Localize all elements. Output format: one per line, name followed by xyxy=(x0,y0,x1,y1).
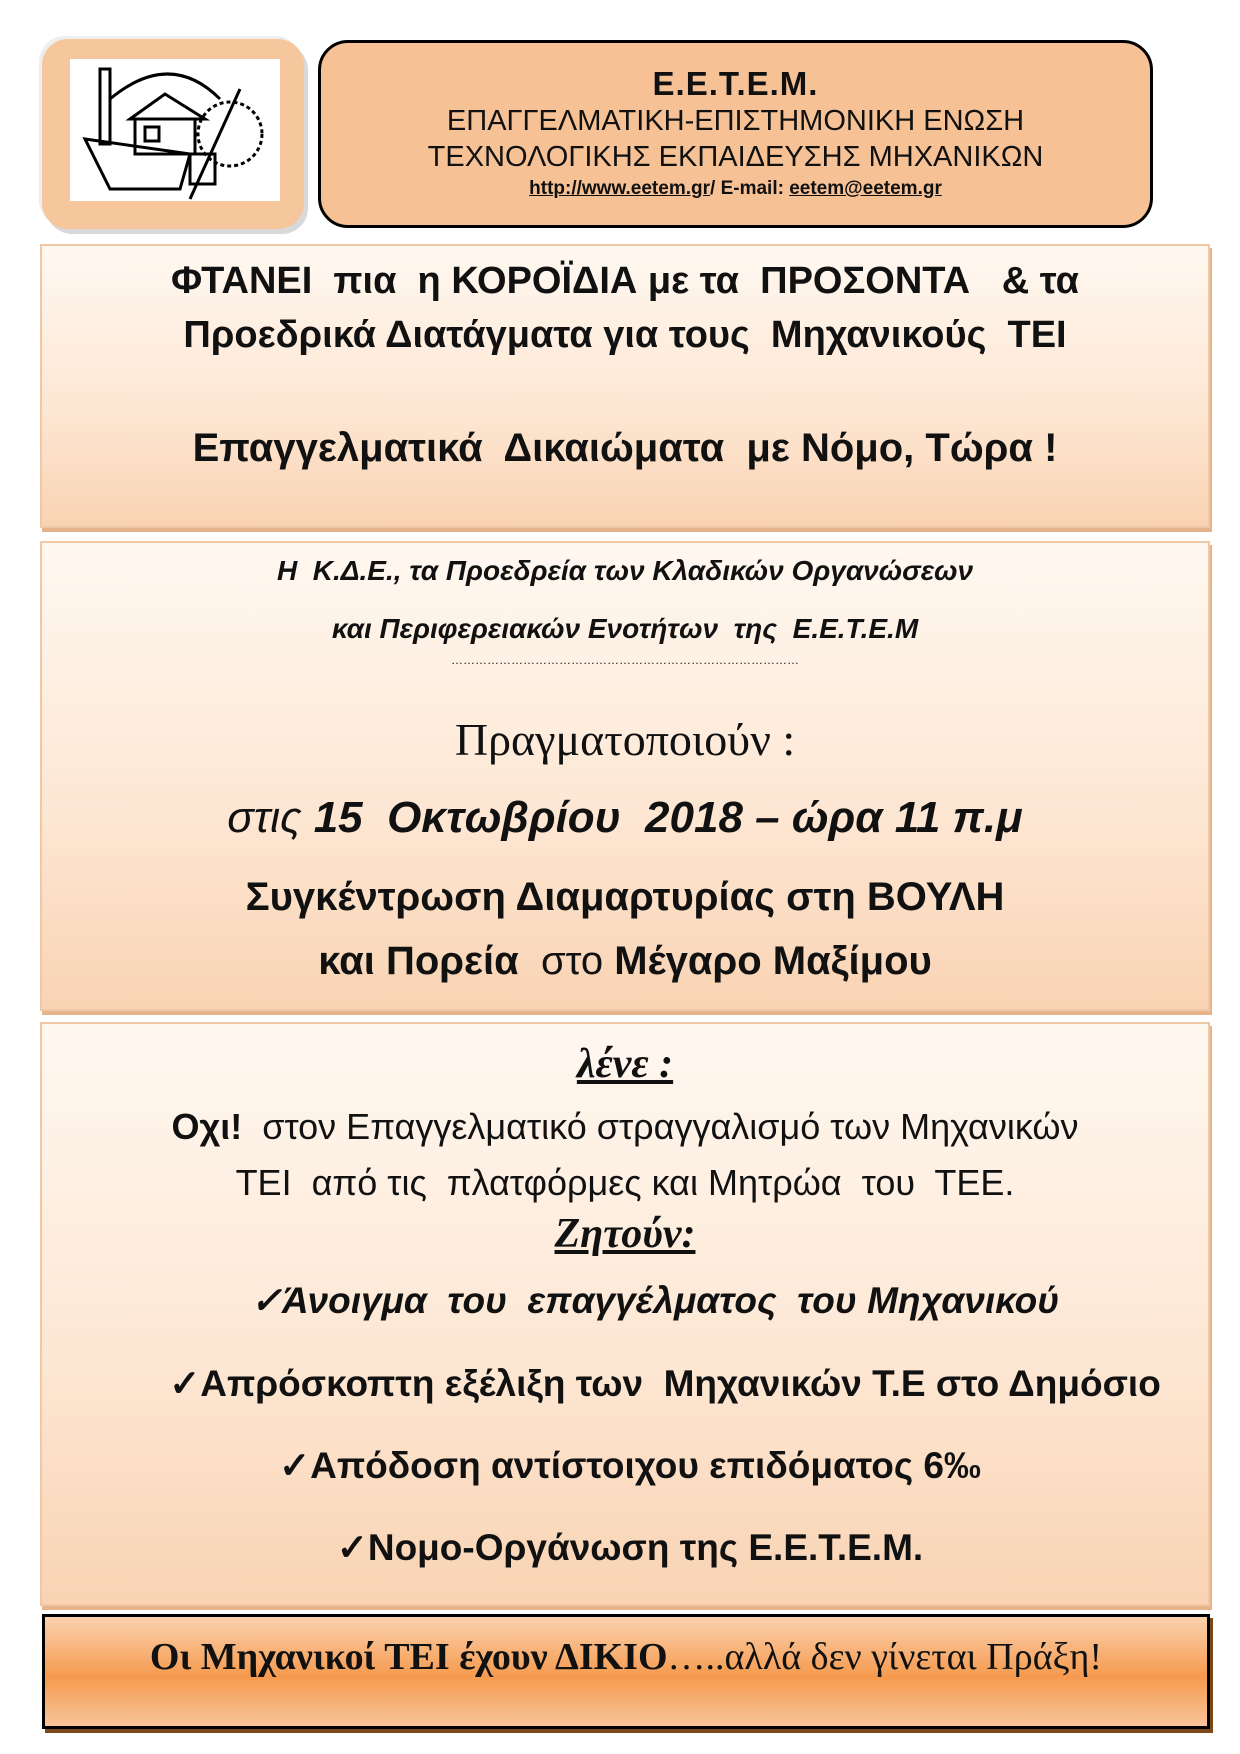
eetem-logo xyxy=(70,59,280,201)
organizers-line1: Η Κ.Δ.Ε., τα Προεδρεία των Κλαδικών Οργανώσεων xyxy=(276,555,974,586)
headline-slogan: Επαγγελματικά Δικαιώματα με Νόμο, Τώρα ! xyxy=(192,426,1058,470)
check-icon: ✓ xyxy=(169,1363,201,1404)
header-box xyxy=(318,40,1153,228)
headline-line1: ΦΤΑΝΕΙ πια η ΚΟΡΟΪΔΙΑ με τα ΠΡΟΣΟΝΤΑ & τα xyxy=(170,260,1080,302)
check-icon: ✓ xyxy=(336,1527,368,1568)
email-link[interactable]: eetem@eetem.gr xyxy=(789,178,942,199)
organizers-line2: και Περιφερειακών Ενοτήτων της Ε.Ε.Τ.Ε.Μ xyxy=(331,613,919,644)
event-title-to: στο xyxy=(529,939,615,983)
event-title-line1: Συγκέντρωση Διαμαρτυρίας στη ΒΟΥΛΗ xyxy=(245,875,1005,919)
demand-item xyxy=(42,1526,1208,1569)
demand-item xyxy=(42,1444,1208,1487)
ship-house-gear-icon xyxy=(70,59,280,201)
dotted-separator: …………………………………………………………………………… xyxy=(451,653,799,667)
no-text: στον Επαγγελματικό στραγγαλισμό των Μηχανικών xyxy=(242,1106,1079,1147)
email-label: / E-mail: xyxy=(710,178,790,199)
no-label: Οχι! xyxy=(171,1106,243,1147)
event-title-march: και Πορεία xyxy=(318,939,530,983)
org-name-line1: ΕΠΑΓΓΕΛΜΑΤΙΚΗ-ΕΠΙΣΤΗΜΟΝΙΚΗ ΕΝΩΣΗ xyxy=(446,105,1025,137)
demand-item xyxy=(42,1362,1208,1405)
org-abbreviation: Ε.Ε.Τ.Ε.Μ. xyxy=(652,65,819,102)
say-heading: λένε : xyxy=(576,1041,674,1087)
demands-box xyxy=(40,1022,1210,1606)
footer-text: …..αλλά δεν γίνεται Πράξη! xyxy=(667,1636,1103,1678)
action-heading: Πραγματοποιούν : xyxy=(454,714,796,765)
demand-text: Άνοιγμα του επαγγέλματος του Μηχανικού xyxy=(281,1280,1060,1321)
demand-text: Νομο-Οργάνωση της Ε.Ε.Τ.Ε.Μ. xyxy=(367,1527,924,1568)
demand-text: Απρόσκοπτη εξέλιξη των Μηχανικών Τ.Ε στο Δημόσιο xyxy=(200,1363,1161,1404)
website-link[interactable]: http://www.eetem.gr xyxy=(529,178,711,199)
footer-text-bold: Οι Μηχανικοί ΤΕΙ έχουν ΔΙΚΙΟ xyxy=(149,1636,668,1678)
headline-line2: Προεδρικά Διατάγματα για τους Μηχανικούς ΤΕΙ xyxy=(183,314,1067,356)
check-icon: ✓ xyxy=(279,1445,311,1486)
demand-item xyxy=(42,1279,1208,1322)
event-title-place: Μέγαρο Μαξίμου xyxy=(614,939,932,983)
logo-frame xyxy=(42,39,304,229)
demand-text: Απόδοση αντίστοιχου επιδόματος 6‰ xyxy=(310,1445,981,1486)
headline-box xyxy=(40,244,1210,528)
org-name-line2: ΤΕΧΝΟΛΟΓΙΚΗΣ ΕΚΠΑΙΔΕΥΣΗΣ ΜΗΧΑΝΙΚΩΝ xyxy=(427,141,1044,173)
event-box xyxy=(40,541,1210,1011)
check-icon: ✓ xyxy=(250,1280,282,1321)
demands-heading: Ζητούν: xyxy=(554,1211,696,1257)
event-date-time: 15 Οκτωβρίου 2018 – ώρα 11 π.μ xyxy=(313,793,1023,842)
footer-banner xyxy=(42,1614,1210,1729)
no-text-line2: ΤΕΙ από τις πλατφόρμες και Μητρώα του ΤΕΕ. xyxy=(235,1162,1015,1203)
date-prefix: στις xyxy=(227,793,314,842)
